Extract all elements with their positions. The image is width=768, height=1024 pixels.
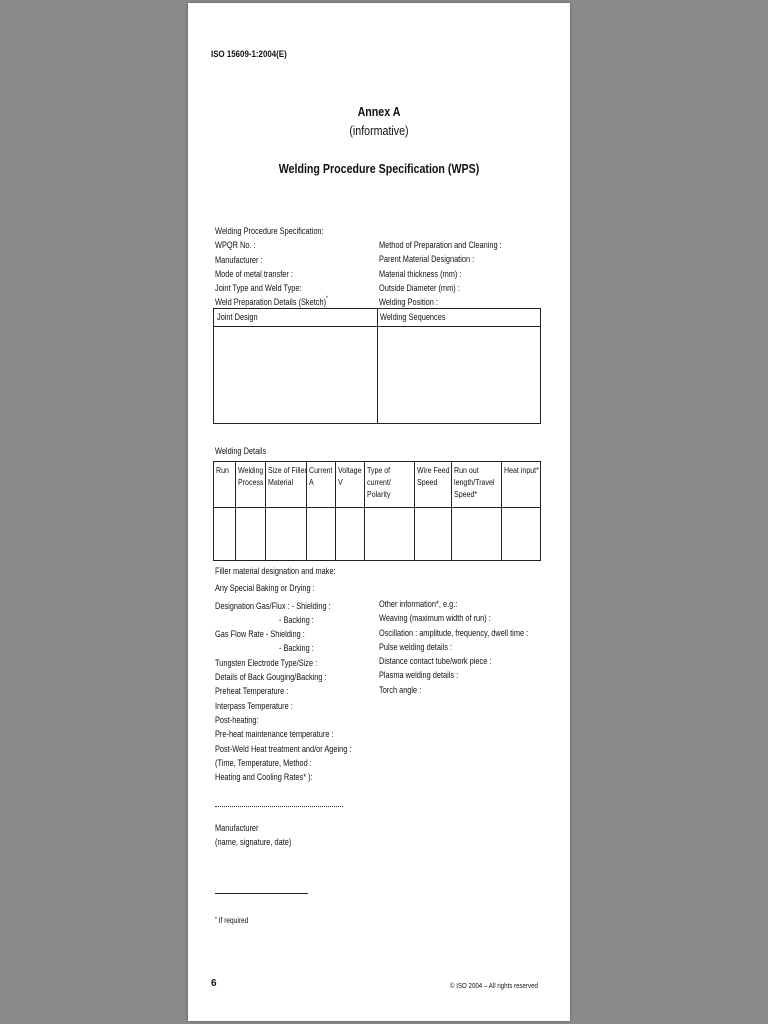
column-header: Voltage V	[338, 465, 362, 487]
field-label: WPQR No. :	[215, 240, 256, 251]
column-header: Run out length/Travel Speed*	[454, 465, 495, 499]
field-label: Welding Procedure Specification:	[215, 226, 324, 236]
field-label: Weaving (maximum width of run) :	[379, 613, 491, 624]
field-label: Other information*, e.g.:	[379, 599, 458, 609]
field-label: Joint Type and Weld Type:	[215, 283, 302, 294]
table-column-divider	[235, 462, 236, 560]
field-label: Distance contact tube/work piece :	[379, 656, 492, 667]
signature-line	[215, 806, 343, 807]
footnote	[215, 916, 248, 925]
footnote-rule	[215, 893, 308, 894]
field-label: Manufacturer :	[215, 254, 263, 265]
field-label: Parent Material Designation :	[379, 254, 475, 265]
field-label: Torch angle :	[379, 684, 422, 695]
page-number: 6	[211, 978, 217, 989]
standard-number: ISO 15609-1:2004(E)	[211, 49, 287, 59]
field-label: Filler material designation and make:	[215, 566, 336, 576]
table-column-divider	[414, 462, 415, 560]
column-header: Welding Process	[238, 465, 264, 487]
annex-title: Annex A	[357, 104, 401, 119]
field-label: Interpass Temperature :	[215, 700, 293, 711]
right-field-list	[379, 238, 502, 309]
joint-design-table	[213, 308, 541, 424]
field-label: Gas Flow Rate - Shielding :	[215, 629, 305, 640]
field-label: (Time, Temperature, Method :	[215, 757, 312, 768]
signature-hint: (name, signature, date)	[215, 837, 292, 848]
column-header: Current A	[309, 465, 333, 487]
field-label: Method of Preparation and Cleaning :	[379, 240, 502, 250]
document-page	[188, 3, 570, 1021]
process-field-list	[215, 564, 351, 784]
field-label: Welding Position :	[379, 297, 438, 308]
welding-sequences-header: Welding Sequences	[380, 312, 446, 322]
field-label: - Backing :	[278, 643, 314, 654]
field-label: Post-Weld Heat treatment and/or Ageing :	[215, 743, 352, 754]
column-header: Run	[216, 465, 229, 475]
field-label: Mode of metal transfer :	[215, 268, 293, 279]
footnote-text: If required	[218, 916, 249, 925]
field-label: Pulse welding details :	[379, 641, 453, 652]
field-label: Plasma welding details :	[379, 670, 459, 681]
field-label: Outside Diameter (mm) :	[379, 282, 460, 293]
footnote-mark: *	[215, 917, 217, 923]
field-label: Heating and Cooling Rates* ):	[215, 772, 313, 783]
table-header-divider	[214, 507, 540, 508]
field-label: Post-heating:	[215, 714, 259, 725]
signature-label: Manufacturer	[215, 823, 259, 833]
footnote-mark: *	[326, 296, 328, 303]
field-label: Weld Preparation Details (Sketch)	[215, 297, 327, 308]
signature-block	[215, 821, 291, 850]
field-label: Any Special Baking or Drying :	[215, 583, 315, 594]
table-column-divider	[265, 462, 266, 560]
table-column-divider	[377, 309, 378, 423]
wps-heading: Welding Procedure Specification (WPS)	[278, 161, 480, 176]
copyright-notice: © ISO 2004 – All rights reserved	[450, 981, 538, 990]
joint-design-header: Joint Design	[217, 312, 258, 322]
welding-details-label: Welding Details	[215, 446, 267, 456]
field-label: Material thickness (mm) :	[379, 268, 462, 279]
field-label: - Backing :	[278, 614, 314, 625]
column-header: Size of Filler Material	[268, 465, 307, 487]
annex-subtitle: (informative)	[349, 123, 409, 138]
field-label: Preheat Temperature :	[215, 686, 289, 697]
column-header: Heat input*	[504, 465, 539, 475]
left-field-list	[215, 224, 328, 310]
field-label: Oscillation : amplitude, frequency, dwell time :	[379, 627, 529, 638]
column-header: Type of current/ Polarity	[367, 465, 391, 499]
field-label: Details of Back Gouging/Backing :	[215, 672, 327, 683]
other-info-list	[379, 597, 528, 697]
column-header: Wire Feed Speed	[417, 465, 450, 487]
field-label: Designation Gas/Flux : - Shielding :	[215, 600, 331, 611]
welding-details-table	[213, 461, 541, 561]
field-label: Tungsten Electrode Type/Size :	[215, 657, 318, 668]
field-label: Pre-heat maintenance temperature :	[215, 729, 334, 740]
